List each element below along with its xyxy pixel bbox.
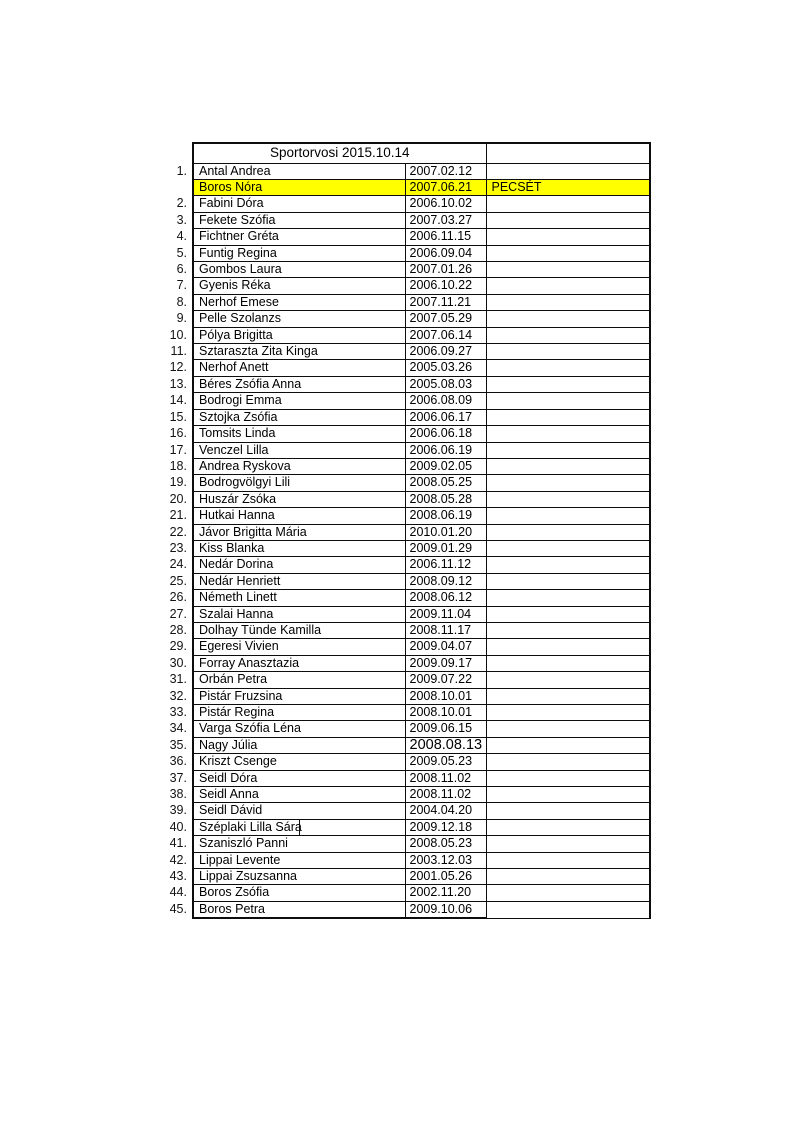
- name-cell: Jávor Brigitta Mária: [193, 524, 405, 540]
- name-cell: Nagy Júlia: [193, 737, 405, 753]
- date-cell: 2001.05.26: [405, 869, 486, 885]
- table-row: [156, 573, 650, 589]
- table-row: [156, 737, 650, 753]
- name-cell: Egeresi Vivien: [193, 639, 405, 655]
- row-number: 11.: [170, 344, 187, 359]
- row-number: 37.: [169, 770, 187, 785]
- stamp-cell: [486, 344, 650, 360]
- table-row: [156, 819, 650, 835]
- row-number: 16.: [169, 426, 187, 441]
- stamp-cell: [486, 196, 650, 212]
- date-cell: 2008.05.28: [405, 491, 486, 507]
- header-stamp-cell: [486, 143, 650, 163]
- stamp-cell: [486, 491, 650, 507]
- date-cell: 2007.05.29: [405, 311, 486, 327]
- stamp-cell: PECSÉT: [486, 180, 650, 196]
- date-cell: 2008.06.19: [405, 508, 486, 524]
- stamp-cell: [486, 770, 650, 786]
- table-row: [156, 327, 650, 343]
- header-number-spacer: [156, 143, 193, 163]
- name-cell: Sztojka Zsófia: [193, 409, 405, 425]
- date-cell: 2009.07.22: [405, 672, 486, 688]
- date-cell: 2006.08.09: [405, 393, 486, 409]
- table-row: [156, 409, 650, 425]
- table-row: [156, 622, 650, 638]
- row-number: 6.: [176, 262, 187, 277]
- table-row: [156, 180, 650, 196]
- row-number: 38.: [169, 787, 187, 802]
- date-cell: 2006.06.19: [405, 442, 486, 458]
- name-cell: Bodrogvölgyi Lili: [193, 475, 405, 491]
- name-cell: Pólya Brigitta: [193, 327, 405, 343]
- stamp-cell: [486, 721, 650, 737]
- stamp-cell: [486, 869, 650, 885]
- row-number: 13.: [169, 376, 187, 391]
- table-row: [156, 229, 650, 245]
- stamp-cell: [486, 639, 650, 655]
- row-number: 15.: [169, 409, 187, 424]
- name-cell: Antal Andrea: [193, 163, 405, 179]
- table-row: [156, 688, 650, 704]
- row-number: 33.: [169, 705, 187, 719]
- name-cell: Seidl Anna: [193, 787, 405, 803]
- date-cell: 2006.06.18: [405, 426, 486, 442]
- table-row: [156, 754, 650, 770]
- row-number: 42.: [169, 852, 187, 867]
- name-cell: Andrea Ryskova: [193, 458, 405, 474]
- row-number: 39.: [169, 803, 187, 818]
- row-number: 3.: [176, 212, 187, 227]
- stamp-cell: [486, 393, 650, 409]
- table-row: [156, 606, 650, 622]
- table-row: [156, 836, 650, 852]
- stamp-cell: [486, 573, 650, 589]
- cell-divider-line: [299, 819, 300, 835]
- date-cell: 2008.11.02: [405, 787, 486, 803]
- table-row: [156, 458, 650, 474]
- name-cell: Béres Zsófia Anna: [193, 376, 405, 392]
- date-cell: 2006.09.04: [405, 245, 486, 261]
- stamp-cell: [486, 901, 650, 918]
- row-number: 10.: [169, 327, 187, 342]
- date-cell: 2006.10.02: [405, 196, 486, 212]
- row-number: 8.: [176, 294, 187, 309]
- table-row: [156, 163, 650, 179]
- stamp-cell: [486, 163, 650, 179]
- row-number: 7.: [176, 278, 187, 293]
- date-cell: 2008.06.12: [405, 590, 486, 606]
- stamp-cell: [486, 458, 650, 474]
- date-cell: 2007.02.12: [405, 163, 486, 179]
- stamp-cell: [486, 278, 650, 294]
- table-row: [156, 294, 650, 310]
- stamp-cell: [486, 787, 650, 803]
- row-number: 43.: [169, 869, 187, 884]
- name-cell: Gyenis Réka: [193, 278, 405, 294]
- stamp-cell: [486, 672, 650, 688]
- stamp-cell: [486, 360, 650, 376]
- name-cell: Lippai Zsuzsanna: [193, 869, 405, 885]
- table-row: [156, 655, 650, 671]
- table-row: [156, 360, 650, 376]
- name-cell: Pelle Szolanzs: [193, 311, 405, 327]
- name-cell: Fekete Szófia: [193, 212, 405, 228]
- stamp-cell: [486, 409, 650, 425]
- row-number: 23.: [169, 540, 187, 555]
- table-row: [156, 672, 650, 688]
- date-cell: 2006.11.12: [405, 557, 486, 573]
- row-number: 41.: [169, 836, 187, 851]
- header-row: [156, 143, 650, 163]
- row-number: 9.: [176, 311, 187, 326]
- name-cell: Nerhof Anett: [193, 360, 405, 376]
- table-row: [156, 376, 650, 392]
- date-cell: 2007.06.14: [405, 327, 486, 343]
- name-cell: Varga Szófia Léna: [193, 721, 405, 737]
- table-row: [156, 278, 650, 294]
- table-row: [156, 475, 650, 491]
- table-row: [156, 803, 650, 819]
- row-number: 21.: [169, 508, 187, 523]
- stamp-cell: [486, 590, 650, 606]
- table-row: [156, 770, 650, 786]
- name-cell: Boros Nóra: [193, 180, 405, 196]
- row-number: 1.: [176, 163, 187, 178]
- name-cell: Forray Anasztazia: [193, 655, 405, 671]
- stamp-cell: [486, 737, 650, 753]
- name-cell: Huszár Zsóka: [193, 491, 405, 507]
- stamp-cell: [486, 508, 650, 524]
- date-cell: 2009.04.07: [405, 639, 486, 655]
- stamp-cell: [486, 819, 650, 835]
- row-number: 14.: [169, 393, 187, 408]
- row-number: 12.: [169, 360, 187, 375]
- table-row: [156, 639, 650, 655]
- date-cell: 2005.03.26: [405, 360, 486, 376]
- row-number: 19.: [169, 475, 187, 490]
- stamp-cell: [486, 705, 650, 721]
- row-number: 28.: [169, 622, 187, 637]
- stamp-cell: [486, 540, 650, 556]
- date-cell: 2008.09.12: [405, 573, 486, 589]
- row-number: 4.: [176, 229, 187, 244]
- date-cell: 2007.11.21: [405, 294, 486, 310]
- date-cell: 2008.10.01: [405, 705, 486, 721]
- row-number: 44.: [169, 885, 187, 900]
- name-cell: Nedár Henriett: [193, 573, 405, 589]
- table-row: [156, 311, 650, 327]
- name-cell: Funtig Regina: [193, 245, 405, 261]
- row-number: 26.: [169, 590, 187, 605]
- row-number: 2.: [176, 196, 187, 211]
- date-cell: 2008.11.17: [405, 622, 486, 638]
- row-number: 40.: [169, 819, 187, 834]
- name-cell: Boros Zsófia: [193, 885, 405, 901]
- stamp-cell: [486, 426, 650, 442]
- row-number: 5.: [176, 245, 187, 260]
- stamp-cell: [486, 852, 650, 868]
- row-number: 35.: [169, 737, 187, 752]
- name-cell: Tomsits Linda: [193, 426, 405, 442]
- name-cell: Venczel Lilla: [193, 442, 405, 458]
- name-cell: Seidl Dávid: [193, 803, 405, 819]
- date-cell: 2006.09.27: [405, 344, 486, 360]
- table-row: [156, 869, 650, 885]
- row-number: 29.: [169, 639, 187, 654]
- row-number: 24.: [169, 557, 187, 572]
- table-row: [156, 540, 650, 556]
- table-row: [156, 885, 650, 901]
- name-cell: Dolhay Tünde Kamilla: [193, 622, 405, 638]
- date-cell: 2002.11.20: [405, 885, 486, 901]
- table-row: [156, 196, 650, 212]
- row-number: 27.: [169, 606, 187, 621]
- table-row: [156, 491, 650, 507]
- stamp-cell: [486, 229, 650, 245]
- date-cell: 2008.11.02: [405, 770, 486, 786]
- table-row: [156, 508, 650, 524]
- date-cell: 2007.03.27: [405, 212, 486, 228]
- stamp-cell: [486, 376, 650, 392]
- row-number: 30.: [169, 655, 187, 670]
- name-cell: Bodrogi Emma: [193, 393, 405, 409]
- row-number: 32.: [169, 688, 187, 703]
- name-cell: Seidl Dóra: [193, 770, 405, 786]
- name-cell: Pistár Regina: [193, 705, 405, 721]
- table-row: [156, 245, 650, 261]
- date-cell: 2004.04.20: [405, 803, 486, 819]
- date-cell: 2006.11.15: [405, 229, 486, 245]
- table-row: [156, 901, 650, 918]
- name-cell: Szaniszló Panni: [193, 836, 405, 852]
- stamp-cell: [486, 262, 650, 278]
- date-cell: 2006.06.17: [405, 409, 486, 425]
- table-row: [156, 212, 650, 228]
- date-cell: 2008.08.13: [405, 737, 486, 753]
- name-cell: Pistár Fruzsina: [193, 688, 405, 704]
- name-cell: Hutkai Hanna: [193, 508, 405, 524]
- name-cell: Sztaraszta Zita Kinga: [193, 344, 405, 360]
- stamp-cell: [486, 622, 650, 638]
- date-cell: 2009.01.29: [405, 540, 486, 556]
- date-cell: 2007.06.21: [405, 180, 486, 196]
- table-row: [156, 524, 650, 540]
- stamp-cell: [486, 557, 650, 573]
- row-number: 17.: [169, 442, 187, 457]
- row-number: [156, 180, 193, 196]
- date-cell: 2009.06.15: [405, 721, 486, 737]
- table-row: [156, 344, 650, 360]
- table-row: [156, 721, 650, 737]
- stamp-cell: [486, 885, 650, 901]
- stamp-cell: [486, 311, 650, 327]
- name-cell: Fabini Dóra: [193, 196, 405, 212]
- date-cell: 2009.05.23: [405, 754, 486, 770]
- stamp-cell: [486, 836, 650, 852]
- table-row: [156, 426, 650, 442]
- name-cell: Széplaki Lilla Sára: [193, 819, 405, 835]
- date-cell: 2009.02.05: [405, 458, 486, 474]
- row-number: 34.: [169, 721, 187, 736]
- row-number: 22.: [169, 524, 187, 539]
- stamp-cell: [486, 655, 650, 671]
- date-cell: 2009.10.06: [405, 901, 486, 918]
- date-cell: 2007.01.26: [405, 262, 486, 278]
- name-cell: Lippai Levente: [193, 852, 405, 868]
- table-row: [156, 262, 650, 278]
- name-cell: Fichtner Gréta: [193, 229, 405, 245]
- row-number: 25.: [169, 573, 187, 588]
- table-row: [156, 705, 650, 721]
- table-row: [156, 442, 650, 458]
- stamp-cell: [486, 245, 650, 261]
- name-cell: Németh Linett: [193, 590, 405, 606]
- name-cell: Orbán Petra: [193, 672, 405, 688]
- name-cell: Nedár Dorina: [193, 557, 405, 573]
- row-number: 45.: [169, 902, 187, 917]
- name-cell: Szalai Hanna: [193, 606, 405, 622]
- table-row: [156, 787, 650, 803]
- date-cell: 2008.10.01: [405, 688, 486, 704]
- table-row: [156, 590, 650, 606]
- stamp-cell: [486, 803, 650, 819]
- date-cell: 2006.10.22: [405, 278, 486, 294]
- name-cell: Nerhof Emese: [193, 294, 405, 310]
- date-cell: 2009.11.04: [405, 606, 486, 622]
- date-cell: 2009.12.18: [405, 819, 486, 835]
- table-body: [156, 163, 650, 918]
- row-number: 36.: [169, 754, 187, 769]
- stamp-cell: [486, 606, 650, 622]
- name-cell: Boros Petra: [193, 901, 405, 918]
- stamp-cell: [486, 754, 650, 770]
- name-cell: Gombos Laura: [193, 262, 405, 278]
- row-number: 20.: [169, 491, 187, 506]
- stamp-cell: [486, 327, 650, 343]
- roster-table: [156, 142, 651, 919]
- date-cell: 2009.09.17: [405, 655, 486, 671]
- table-row: [156, 557, 650, 573]
- date-cell: 2005.08.03: [405, 376, 486, 392]
- table-row: [156, 393, 650, 409]
- date-cell: 2008.05.25: [405, 475, 486, 491]
- date-cell: 2010.01.20: [405, 524, 486, 540]
- stamp-cell: [486, 294, 650, 310]
- table-row: [156, 852, 650, 868]
- date-cell: 2003.12.03: [405, 852, 486, 868]
- stamp-cell: [486, 442, 650, 458]
- row-number: 18.: [169, 458, 187, 473]
- stamp-cell: [486, 688, 650, 704]
- date-cell: 2008.05.23: [405, 836, 486, 852]
- name-cell: Kriszt Csenge: [193, 754, 405, 770]
- stamp-cell: [486, 475, 650, 491]
- name-cell: Kiss Blanka: [193, 540, 405, 556]
- stamp-cell: [486, 524, 650, 540]
- row-number: 31.: [169, 672, 187, 687]
- stamp-cell: [486, 212, 650, 228]
- table-title: Sportorvosi 2015.10.14: [193, 143, 486, 163]
